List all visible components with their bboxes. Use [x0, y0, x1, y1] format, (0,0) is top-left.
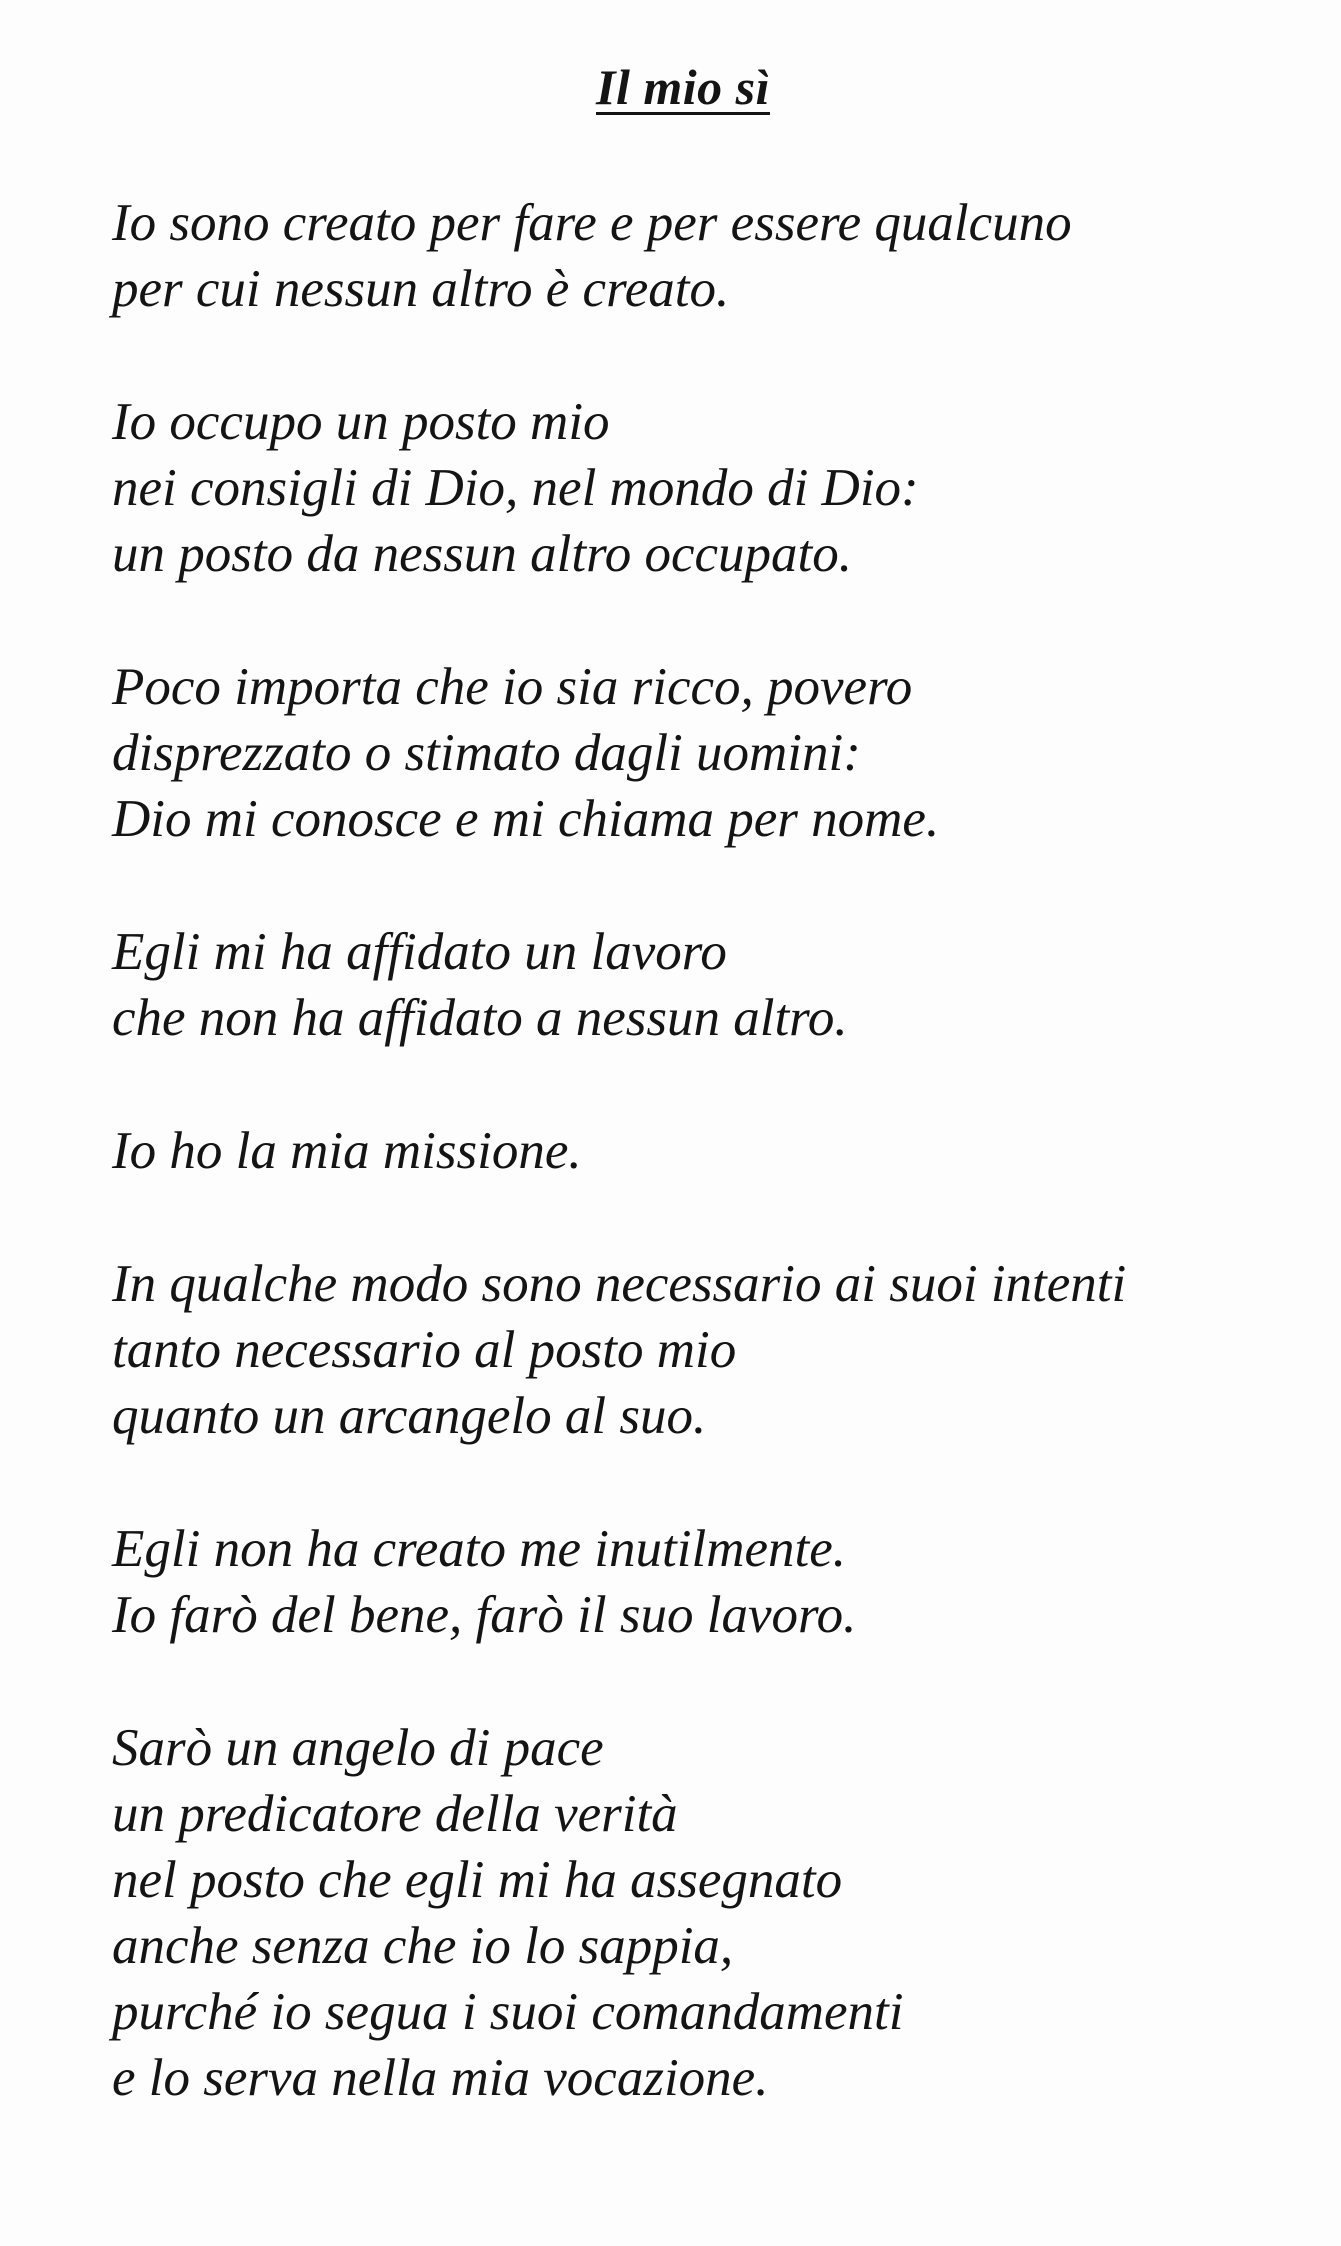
poem-line: quanto un arcangelo al suo. — [112, 1387, 707, 1445]
poem-line: In qualche modo sono necessario ai suoi intenti — [112, 1255, 1127, 1313]
poem-line: Io sono creato per fare e per essere qualcuno — [112, 194, 1072, 252]
poem-line: anche senza che io lo sappia, — [112, 1917, 734, 1975]
poem-line: un posto da nessun altro occupato. — [112, 525, 853, 583]
stanza-2 — [112, 389, 1312, 587]
poem-line: Egli non ha creato me inutilmente. — [112, 1520, 847, 1578]
stanza-6 — [112, 1251, 1312, 1449]
poem-line: Sarò un angelo di pace — [112, 1719, 604, 1777]
poem-body — [112, 190, 1312, 2111]
poem-line: disprezzato o stimato dagli uomini: — [112, 724, 861, 782]
poem-title: Il mio sì — [596, 59, 770, 115]
stanza-1 — [112, 190, 1312, 322]
poem-line: nel posto che egli mi ha assegnato — [112, 1851, 843, 1909]
poem-line: nei consigli di Dio, nel mondo di Dio: — [112, 459, 919, 517]
poem-line: un predicatore della verità — [112, 1785, 678, 1843]
poem-line: Egli mi ha affidato un lavoro — [112, 923, 727, 981]
poem-line: tanto necessario al posto mio — [112, 1321, 737, 1379]
poem-line: Io farò del bene, farò il suo lavoro. — [112, 1586, 857, 1644]
stanza-4 — [112, 919, 1312, 1051]
stanza-8 — [112, 1715, 1312, 2111]
poem-line: Io occupo un posto mio — [112, 393, 610, 451]
poem-line: Poco importa che io sia ricco, povero — [112, 658, 913, 716]
poem-title-container — [0, 58, 1341, 116]
poem-line: purché io segua i suoi comandamenti — [112, 1983, 904, 2041]
poem-line: per cui nessun altro è creato. — [112, 260, 730, 318]
stanza-7 — [112, 1516, 1312, 1648]
poem-line: Dio mi conosce e mi chiama per nome. — [112, 790, 940, 848]
poem-line: che non ha affidato a nessun altro. — [112, 989, 848, 1047]
stanza-5 — [112, 1118, 1312, 1184]
stanza-3 — [112, 654, 1312, 852]
poem-line: Io ho la mia missione. — [112, 1122, 582, 1180]
poem-line: e lo serva nella mia vocazione. — [112, 2049, 769, 2107]
